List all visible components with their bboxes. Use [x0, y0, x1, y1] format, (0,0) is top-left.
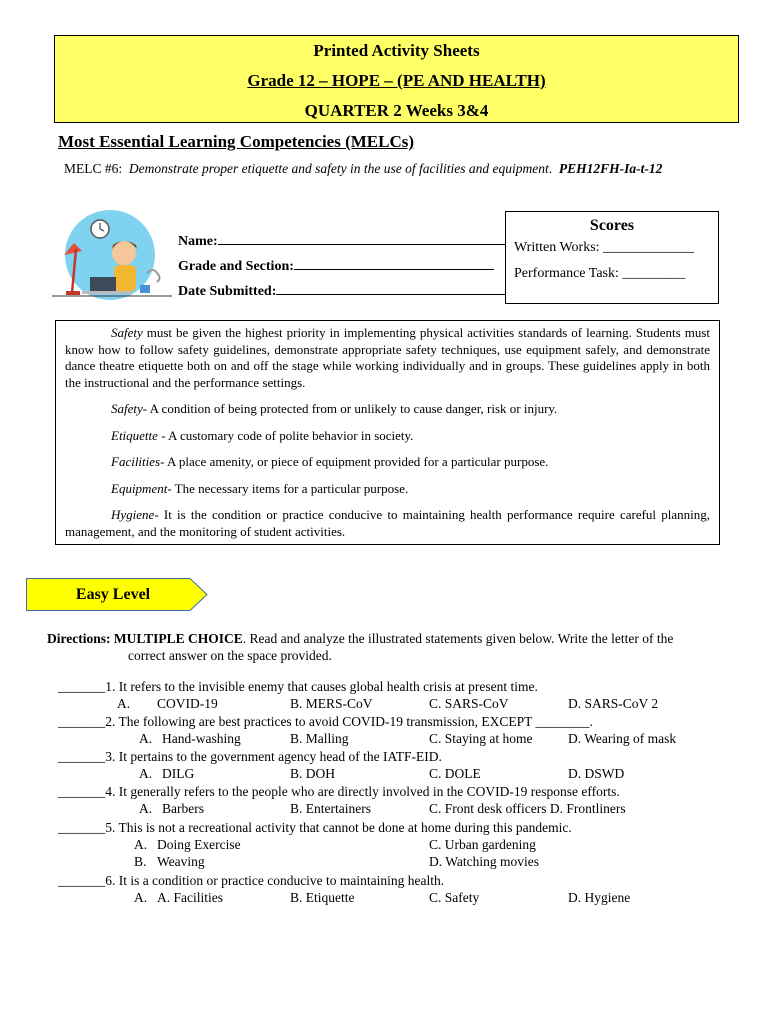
- q6-option-a[interactable]: A. Facilities: [157, 890, 223, 905]
- date-submitted-label: Date Submitted:: [178, 284, 277, 299]
- q4-option-b[interactable]: B. Entertainers: [290, 801, 371, 816]
- question-3: _______3. It pertains to the government agency head of the IATF-EID.: [58, 749, 442, 764]
- scores-title: Scores: [589, 217, 635, 234]
- def-term: Hygiene: [111, 507, 155, 522]
- q2-option-d[interactable]: D. Wearing of mask: [568, 731, 677, 746]
- q5-option-d[interactable]: D. Watching movies: [429, 854, 540, 869]
- def-term: Equipment: [111, 480, 168, 496]
- q4-option-a-letter[interactable]: A.: [139, 801, 153, 816]
- q5-option-c[interactable]: C. Urban gardening: [429, 837, 536, 852]
- def-text: - A customary code of polite behavior in society.: [157, 427, 414, 443]
- performance-task-line[interactable]: Performance Task: _________: [514, 266, 686, 281]
- melc-text: Demonstrate proper etiquette and safety in the use of facilities and equipment: [128, 161, 549, 176]
- q2-option-a[interactable]: Hand-washing: [162, 731, 241, 746]
- header-box: [54, 35, 739, 123]
- scores-box: [505, 211, 719, 304]
- def-term: Etiquette: [111, 427, 158, 443]
- q1-option-d[interactable]: D. SARS-CoV 2: [568, 696, 659, 711]
- q6-option-a-letter[interactable]: A.: [134, 890, 148, 905]
- q2-option-a-letter[interactable]: A.: [139, 731, 153, 746]
- question-1: _______1. It refers to the invisible enemy that causes global health crisis at present time.: [58, 679, 538, 694]
- question-5: _______5. This is not a recreational activity that cannot be done at home during this pandemic.: [58, 820, 572, 835]
- def-text: - The necessary items for a particular purpose.: [167, 480, 409, 496]
- def-etiquette: [65, 428, 710, 445]
- header-title: Printed Activity Sheets: [313, 41, 480, 60]
- q3-option-d[interactable]: D. DSWD: [568, 766, 625, 781]
- easy-level-banner: [26, 578, 208, 611]
- easy-level-label: Easy Level: [75, 586, 151, 603]
- q1-option-a[interactable]: COVID-19: [157, 696, 218, 711]
- q6-option-d[interactable]: D. Hygiene: [568, 890, 631, 905]
- def-term: Facilities: [111, 454, 161, 469]
- def-text: - A place amenity, or piece of equipment provided for a particular purpose.: [160, 454, 549, 469]
- q6-option-c[interactable]: C. Safety: [429, 890, 480, 905]
- q5-option-b[interactable]: Weaving: [157, 854, 205, 869]
- student-illustration: [52, 205, 172, 300]
- grade-section-line: [294, 257, 494, 270]
- q5-option-a[interactable]: Doing Exercise: [157, 837, 241, 852]
- q1-option-c[interactable]: C. SARS-CoV: [429, 696, 509, 711]
- q1-option-a-letter[interactable]: A.: [117, 696, 131, 711]
- q4-option-a[interactable]: Barbers: [162, 801, 204, 816]
- directions-text: . Read and analyze the illustrated statements given below. Write the letter of the: [242, 631, 674, 646]
- q4-option-c-d[interactable]: C. Front desk officers D. Frontliners: [429, 801, 626, 816]
- directions-type: MULTIPLE CHOICE: [113, 631, 243, 646]
- def-hygiene: [65, 507, 710, 540]
- q3-option-a-letter[interactable]: A.: [139, 766, 153, 781]
- melc-line: MELC #6: Demonstrate proper etiquette and safety in the use of facilities and equipment. PEH12FH-Ia-t-12: [64, 161, 663, 176]
- q2-option-c[interactable]: C. Staying at home: [429, 731, 533, 746]
- melc-prefix: MELC #6:: [64, 161, 123, 176]
- directions-cont: correct answer on the space provided.: [128, 647, 332, 663]
- name-label: Name:: [178, 234, 218, 249]
- melcs-title: Most Essential Learning Competencies (MELCs): [58, 132, 415, 151]
- question-4: _______4. It generally refers to the people who are directly involved in the COVID-19 response efforts.: [58, 784, 620, 799]
- name-line: [218, 232, 505, 245]
- definitions-box: [55, 320, 720, 545]
- intro-paragraph: [65, 325, 710, 391]
- q2-option-b[interactable]: B. Malling: [290, 731, 349, 746]
- def-term: Safety: [111, 401, 143, 416]
- grade-section-label: Grade and Section:: [178, 259, 294, 274]
- q3-option-c[interactable]: C. DOLE: [429, 766, 481, 781]
- directions: [47, 631, 722, 664]
- def-facilities: [65, 454, 710, 471]
- def-safety: [65, 401, 710, 418]
- q5-option-a-letter[interactable]: A.: [134, 837, 148, 852]
- q3-option-a[interactable]: DILG: [162, 766, 195, 781]
- q5-option-b-letter[interactable]: B.: [134, 854, 147, 869]
- question-6: _______6. It is a condition or practice conducive to maintaining health.: [58, 873, 445, 888]
- intro-text: must be given the highest priority in implementing physical activities standards of learning. Students must know how to follow safety guidelines, demonstrate appropriate safety techniques, use equipment safely, and demonstrate dance theatre etiquette both on and off the stage while working individually and in groups. These guidelines apply in both the instructional and the performance settings.: [65, 325, 710, 390]
- def-text: - A condition of being protected from or unlikely to cause danger, risk or injury.: [142, 401, 558, 416]
- def-text: - It is the condition or practice conducive to maintaining health performance require careful planning, management, and the monitoring of student activities.: [65, 507, 710, 539]
- grade-section-field[interactable]: [178, 257, 494, 275]
- written-works-line[interactable]: Written Works: _____________: [514, 240, 695, 255]
- question-2: _______2. The following are best practices to avoid COVID-19 transmission, EXCEPT ________.: [58, 714, 593, 729]
- q6-option-b[interactable]: B. Etiquette: [290, 890, 355, 905]
- intro-term: Safety: [111, 325, 143, 340]
- directions-label: Directions:: [47, 631, 111, 646]
- q3-option-b[interactable]: B. DOH: [290, 766, 336, 781]
- header-quarter: QUARTER 2 Weeks 3&4: [304, 101, 489, 120]
- header-subject: Grade 12 – HOPE – (PE AND HEALTH): [247, 71, 546, 90]
- name-field[interactable]: [178, 232, 505, 250]
- melc-code: PEH12FH-Ia-t-12: [558, 161, 663, 176]
- q1-option-b[interactable]: B. MERS-CoV: [290, 696, 373, 711]
- def-equipment: [65, 481, 710, 498]
